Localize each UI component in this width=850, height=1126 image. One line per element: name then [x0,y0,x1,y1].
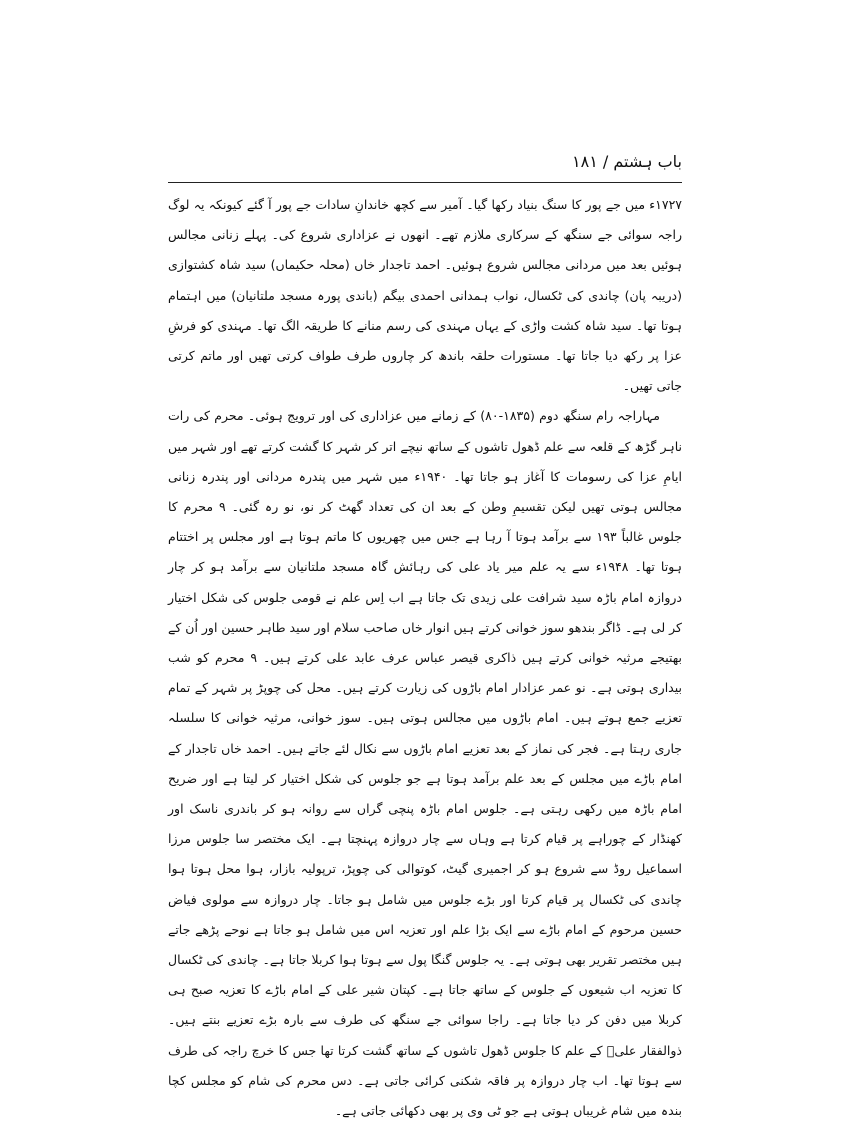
paragraph-2: مہاراجہ رام سنگھ دوم (۱۸۳۵-۸۰) کے زمانے میں عزاداری کی اور ترویج ہوئی۔ محرم کی رات ناہر گڑھ کے قلعہ سے علم ڈھول تاشوں کے ساتھ نیچے اتر کر شہر کا گشت کرتے تھے اور شہر میں ایامِ عزا کی رسومات کا آغاز ہو جاتا تھا۔ ۱۹۴۰ء میں شہر میں پندرہ مردانی اور پندرہ زنانی مجالس ہوتی تھیں لیکن تقسیمِ وطن کے بعد ان کی تعداد گھٹ کر نو، نو رہ گئی۔ ۹ محرم کا جلوس غالباً ۱۹۳ سے برآمد ہوتا آ رہا ہے جس میں چھریوں کا ماتم ہوتا ہے اور مجلس پر اختتام ہوتا تھا۔ ۱۹۴۸ء سے یہ علم میر یاد علی کی رہائش گاہ مسجد ملتانیان سے برآمد ہو کر چار دروازہ امام باڑہ سید شرافت علی زیدی تک جاتا ہے اب اِس علم نے قومی جلوس کی شکل اختیار کر لی ہے۔ ڈاگر بندھو سوز خوانی کرتے ہیں انوار خاں صاحب سلام اور سید طاہر حسین اور اُن کے بھتیجے مرثیہ خوانی کرتے ہیں ذاکری قیصر عباس عرف عابد علی کرتے ہیں۔ ۹ محرم کو شب بیداری ہوتی ہے۔ نو عمر عزادار امام باڑوں کی زیارت کرتے ہیں۔ محل کی چوپڑ پر شہر کے تمام تعزیے جمع ہوتے ہیں۔ امام باڑوں میں مجالس ہوتی ہیں۔ سوز خوانی، مرثیہ خوانی کا سلسلہ جاری رہتا ہے۔ فجر کی نماز کے بعد تعزیے امام باڑوں سے نکال لئے جاتے ہیں۔ احمد خاں تاجدار کے امام باڑے میں مجلس کے بعد علم برآمد ہوتا ہے جو جلوس کی شکل اختیار کر لیتا ہے اور ضریح امام باڑہ میں رکھی رہتی ہے۔ جلوس امام باڑہ پنچی گراں سے روانہ ہو کر باندری ناسک اور کھنڈار کے چوراہے پر قیام کرتا ہے وہاں سے چار دروازہ پہنچتا ہے۔ ایک مختصر سا جلوس مرزا اسماعیل روڈ سے شروع ہو کر اجمیری گیٹ، کوتوالی کی چوپڑ، ترپولیہ بازار، ہوا محل ہوتا ہوا چاندی کی ٹکسال پر قیام کرتا اور بڑے جلوس میں شامل ہو جاتا۔ چار دروازہ سے مولوی فیاض حسین مرحوم کے امام باڑے سے ایک بڑا علم اور تعزیہ اس میں شامل ہو جاتا ہے نوحے پڑھے جاتے ہیں مختصر تقریر بھی ہوتی ہے۔ یہ جلوس گنگا پول سے ہوتا ہوا کربلا جاتا ہے۔ چاندی کی ٹکسال کا تعزیہ اب شیعوں کے جلوس کے ساتھ جاتا ہے۔ کپتان شیر علی کے امام باڑے کا تعزیہ صبح ہی کربلا میں دفن کر دیا جاتا ہے۔ راجا سوائی جے سنگھ کی طرف سے بارہ بڑے تعزیے بنتے ہیں۔ ذوالفقار علیؑ کے علم کا جلوس ڈھول تاشوں کے ساتھ گشت کرتا تھا جس کا خرچ راجہ کی طرف سے ہوتا تھا۔ اب چار دروازہ پر فاقہ شکنی کرائی جاتی ہے۔ دس محرم کی شام کو مجلس کچا بندہ میں شام غریباں ہوتی ہے جو ٹی وی پر بھی دکھائی جاتی ہے۔ [168,408,683,1119]
paragraph-1: ۱۷۲۷ء میں جے پور کا سنگ بنیاد رکھا گیا۔ آمیر سے کچھ خاندانِ سادات جے پور آ گئے کیونکہ یہ لوگ راجہ سوائی جے سنگھ کے سرکاری ملازم تھے۔ انھوں نے عزاداری شروع کی۔ پہلے زنانی مجالس ہوئیں بعد میں مردانی مجالس شروع ہوئیں۔ احمد تاجدار خاں (محلہ حکیماں) سید شاہ کشتوازی (دریبہ پان) چاندی کی ٹکسال، نواب ہمدانی احمدی بیگم (باندی پورہ مسجد ملتانیان) میں اہتمام ہوتا تھا۔ سید شاہ کشت واڑی کے یہاں مہندی کی رسم منانے کا طریقہ الگ تھا۔ مہندی کو فرشِ عزا پر رکھ دیا جاتا تھا۔ مستورات حلقہ باندھ کر چاروں طرف طواف کرتی تھیں اور ماتم کرتی جاتی تھیں۔ [168,197,682,394]
running-header: باب ہشتم / ۱۸۱ [572,152,682,171]
body-text [168,190,683,1119]
header-rule [168,182,682,183]
